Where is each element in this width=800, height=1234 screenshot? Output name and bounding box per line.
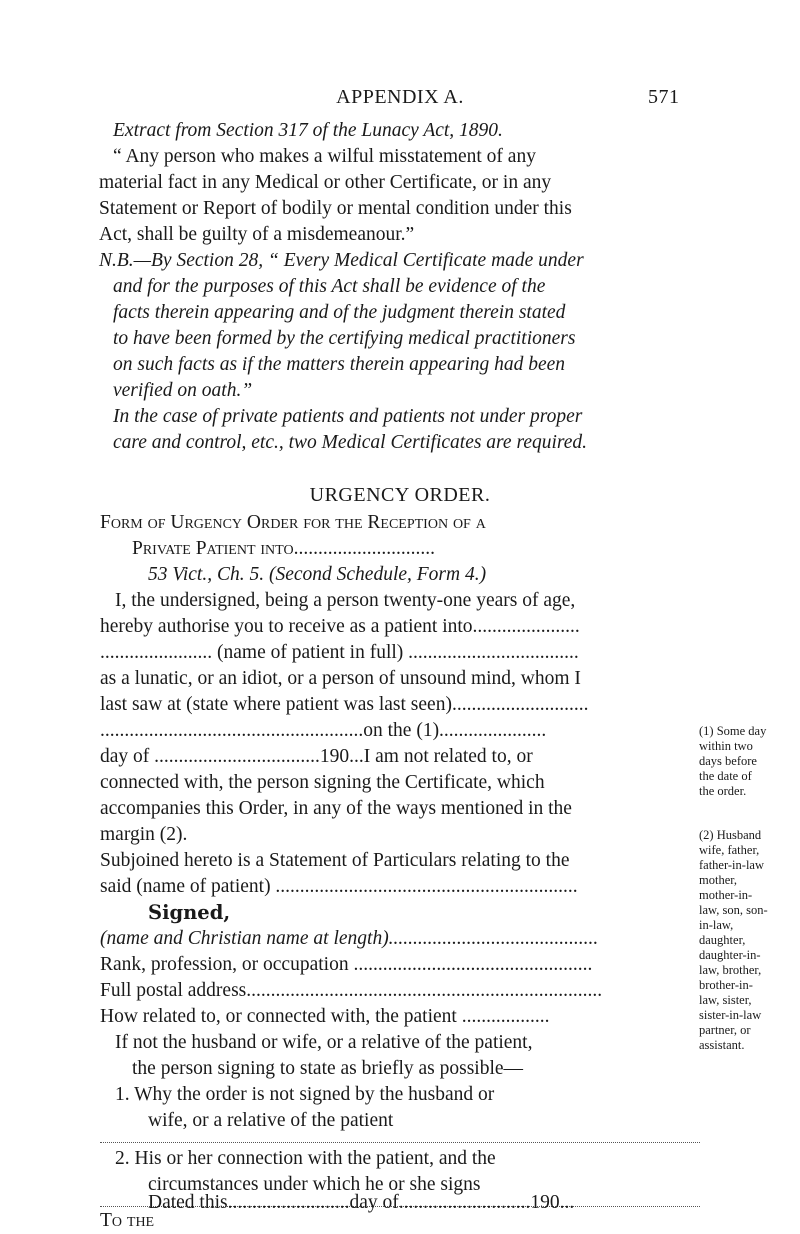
margin-note-line: (1) Some day [699, 724, 767, 738]
margin-note-line: within two [699, 739, 753, 753]
order-body-line: How related to, or connected with, the patient .................. [100, 1006, 550, 1027]
order-body-line: Rank, profession, or occupation ................................................. [100, 954, 593, 975]
extract-line: to have been formed by the certifying medical practitioners [113, 328, 576, 349]
margin-note-line: sister-in-law [699, 1008, 762, 1022]
extract-line: care and control, etc., two Medical Certificates are required. [113, 432, 588, 453]
urgency-order-title: URGENCY ORDER. [309, 484, 491, 506]
margin-note-line: mother-in- [699, 888, 753, 902]
order-body-line: accompanies this Order, in any of the ways mentioned in the [100, 798, 572, 819]
extract-line: “ Any person who makes a wilful misstatement of any [113, 146, 536, 167]
margin-note-line: the order. [699, 784, 747, 798]
form-title-line: Private Patient into............................. [132, 538, 435, 559]
order-body-line: circumstances under which he or she signs [148, 1174, 481, 1195]
order-body-line: the person signing to state as briefly as possible— [132, 1058, 524, 1079]
extract-line: Statement or Report of bodily or mental condition under this [99, 198, 572, 219]
margin-note-line: daughter-in- [699, 948, 761, 962]
extract-line: verified on oath.” [113, 380, 253, 401]
extract-line: on such facts as if the matters therein appearing had been [113, 354, 566, 375]
margin-note-line: wife, father, [699, 843, 760, 857]
dated-line: Dated this.........................day of...........................190... [148, 1192, 575, 1213]
extract-line: N.B.—By Section 28, “ Every Medical Certificate made under [99, 250, 584, 271]
margin-note-line: law, brother, [699, 963, 762, 977]
signed-label: Signed, [148, 901, 231, 924]
order-body-line: ......................................................on the (1)...................... [100, 720, 547, 741]
blank-answer-line [100, 1142, 700, 1143]
running-header-title: APPENDIX A. [336, 86, 464, 108]
order-body-line: Subjoined hereto is a Statement of Particulars relating to the [100, 850, 570, 871]
order-body-line: last saw at (state where patient was last seen)............................ [100, 694, 589, 715]
extract-line: In the case of private patients and patients not under proper [113, 406, 583, 427]
form-title-line: Form of Urgency Order for the Reception of a [100, 512, 486, 533]
order-body-line: If not the husband or wife, or a relative of the patient, [115, 1032, 533, 1053]
order-body-line: said (name of patient) .............................................................. [100, 876, 578, 897]
order-body-line: Full postal address......................................................................... [100, 980, 603, 1001]
extract-heading: Extract from Section 317 of the Lunacy Act, 1890. [113, 120, 503, 141]
margin-note-line: law, son, son- [699, 903, 768, 917]
margin-note-line: father-in-law [699, 858, 764, 872]
margin-note-line: assistant. [699, 1038, 745, 1052]
extract-line: material fact in any Medical or other Certificate, or in any [99, 172, 552, 193]
addressee-line: To the [100, 1210, 155, 1231]
page-number: 571 [648, 86, 680, 108]
margin-note-line: the date of [699, 769, 752, 783]
margin-note-line: (2) Husband [699, 828, 762, 842]
margin-note-line: in-law, [699, 918, 734, 932]
extract-line: Act, shall be guilty of a misdemeanour.” [99, 224, 415, 245]
order-body-line: 1. Why the order is not signed by the husband or [115, 1084, 495, 1105]
margin-note-line: mother, [699, 873, 738, 887]
margin-note-line: law, sister, [699, 993, 752, 1007]
margin-note-line: daughter, [699, 933, 746, 947]
order-body-line: margin (2). [100, 824, 188, 845]
order-body-line: as a lunatic, or an idiot, or a person of unsound mind, whom I [100, 668, 581, 689]
order-body-line: ....................... (name of patient in full) ................................... [100, 642, 579, 663]
margin-note-line: days before [699, 754, 757, 768]
statute-reference: 53 Vict., Ch. 5. (Second Schedule, Form 4.) [148, 564, 487, 585]
order-body-line: day of ..................................190...I am not related to, or [100, 746, 533, 767]
order-body-line: connected with, the person signing the Certificate, which [100, 772, 545, 793]
margin-note-line: partner, or [699, 1023, 751, 1037]
margin-note-line: brother-in- [699, 978, 753, 992]
order-body-line: 2. His or her connection with the patient, and the [115, 1148, 496, 1169]
extract-line: and for the purposes of this Act shall be evidence of the [113, 276, 546, 297]
order-body-line: I, the undersigned, being a person twenty-one years of age, [115, 590, 576, 611]
order-body-line: (name and Christian name at length)........................................... [100, 928, 599, 949]
extract-line: facts therein appearing and of the judgment therein stated [113, 302, 566, 323]
order-body-line: hereby authorise you to receive as a patient into...................... [100, 616, 580, 637]
order-body-line: wife, or a relative of the patient [148, 1110, 394, 1131]
